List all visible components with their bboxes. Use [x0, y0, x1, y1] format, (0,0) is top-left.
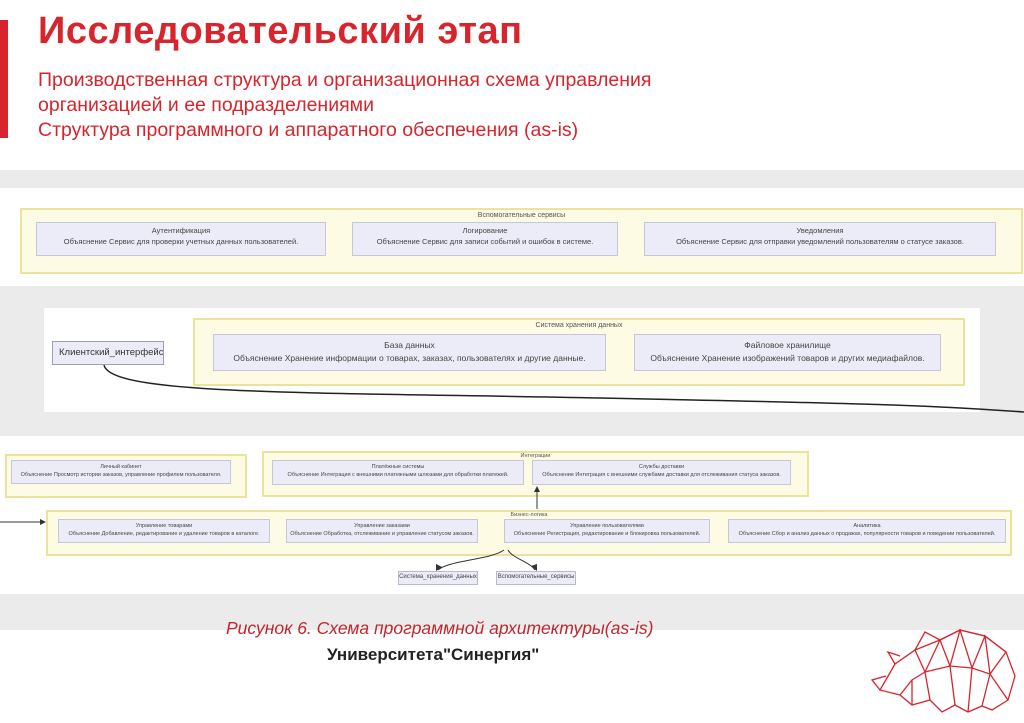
node-desc: Объяснение Хранение изображений товаров и других медиафайлов. — [650, 353, 925, 363]
node-desc: Объяснение Сервис для записи событий и ошибок в системе. — [376, 237, 594, 246]
aux-services-label: Вспомогательные сервисы — [477, 212, 566, 219]
aux-services-small-node: Вспомогательные_сервисы — [496, 571, 576, 585]
client-connector-line — [104, 365, 1024, 412]
node-desc: Объяснение Интеграция с внешними службами доставки для отслеживания статуса заказов. — [542, 472, 781, 478]
storage-arrow — [436, 564, 442, 571]
node-desc: Объяснение Сбор и анализ данных о продажах, популярности товаров и поведении пользователей. — [738, 531, 996, 537]
storage-group-label: Система хранения данных — [535, 322, 623, 329]
node-title: Файловое хранилище — [744, 340, 831, 350]
node-desc: Объяснение Обработка, отслеживание и управление статусом заказов. — [290, 531, 474, 537]
subtitle-line-2: организацией и ее подразделениями — [38, 94, 374, 116]
figure-caption: Рисунок 6. Схема программной архитектуры(as-is) — [226, 618, 654, 638]
node-title: Платёжные системы — [371, 464, 425, 470]
subtitle-line-3: Структура программного и аппаратного обеспечения (as-is) — [38, 119, 579, 141]
node-title: Управление заказами — [354, 523, 410, 529]
node-title: Аналитика — [853, 523, 881, 529]
business-logic-label: Бизнес-логика — [510, 512, 548, 518]
node-desc: Объяснение Добавление, редактирование и удаление товаров в каталоге. — [68, 531, 260, 537]
rhino-logo-icon — [872, 630, 1015, 712]
storage-system-small-node: Система_хранения_данных — [398, 571, 478, 585]
subtitle-line-1: Производственная структура и организационная схема управления — [38, 69, 652, 91]
page-title: Исследовательский этап — [38, 10, 523, 52]
node-title: Логирование — [462, 226, 508, 235]
node-title: База данных — [384, 340, 435, 350]
node-desc: Объяснение Хранение информации о товарах, заказах, пользователях и другие данные. — [233, 353, 586, 363]
node-desc: Объяснение Регистрация, редактирование и блокировка пользователей. — [513, 531, 701, 537]
node-title: Аутентификация — [151, 226, 211, 235]
node-desc: Объяснение Сервис для отправки уведомлений пользователям о статусе заказов. — [676, 237, 964, 246]
node-desc: Объяснение Интеграция с внешними платежными шлюзами для обработки платежей. — [287, 472, 509, 478]
node-title: Уведомления — [796, 226, 844, 235]
business-to-aux-line — [508, 550, 535, 570]
node-desc: Объяснение Просмотр истории заказов, управление профилем пользователя. — [20, 472, 222, 478]
business-to-storage-line — [438, 550, 504, 570]
node-desc: Объяснение Сервис для проверки учетных данных пользователей. — [63, 237, 299, 246]
left-connector-arrow — [40, 519, 46, 525]
client-interface-node: Клиентский_интерфейс — [52, 341, 164, 365]
figure-caption-university: Университета"Синергия" — [327, 645, 540, 664]
aux-arrow — [531, 564, 537, 571]
integrations-label: Интеграции — [520, 453, 551, 459]
node-title: Службы доставки — [638, 464, 685, 470]
node-title: Личный кабинет — [100, 464, 142, 470]
node-title: Управление товарами — [135, 523, 193, 529]
node-title: Управление пользователями — [570, 523, 644, 529]
integrations-arrow — [534, 486, 540, 492]
